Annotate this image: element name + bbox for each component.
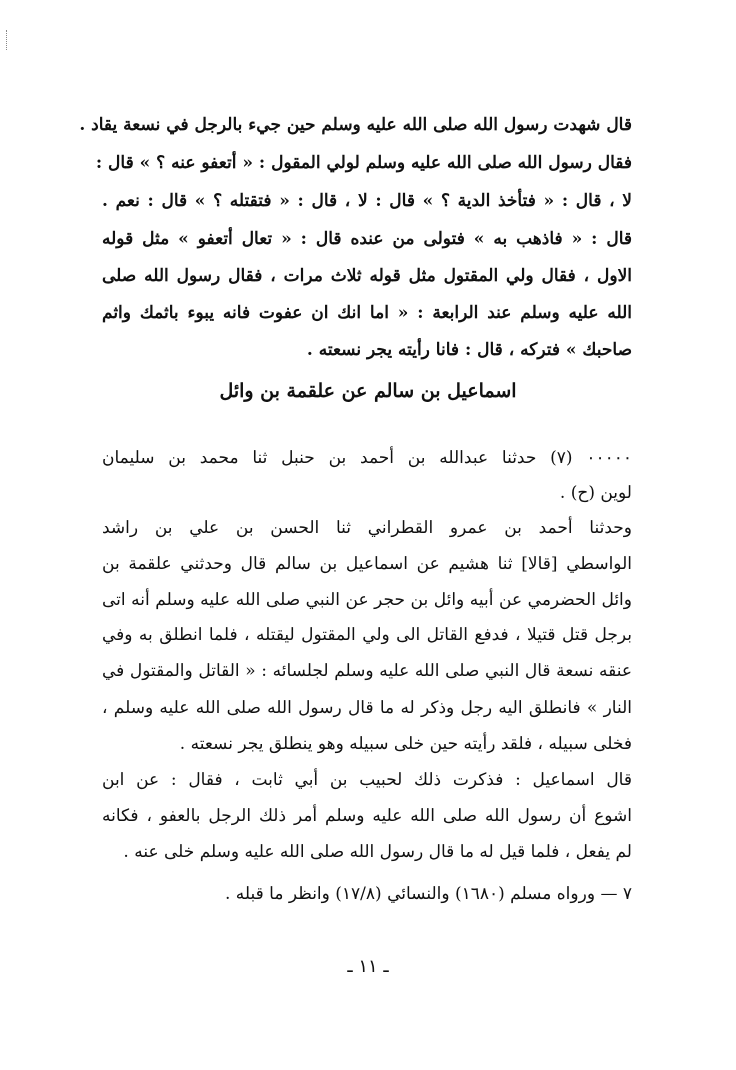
- text-line: اشوع أن رسول الله صلى الله عليه وسلم أمر ذلك الرجل بالعفو ، فكانه: [102, 806, 632, 826]
- text-line: ٠٠٠٠٠ (٧) حدثنا عبدالله بن أحمد بن حنبل ثنا محمد بن سليمان: [102, 448, 632, 468]
- page-number: ـ ١١ ـ: [347, 956, 389, 977]
- text-line: قال : « فاذهب به » فتولى من عنده قال : « تعال أتعفو » مثل قوله: [102, 229, 632, 249]
- text-line: النار » فانطلق اليه رجل وذكر له ما قال رسول الله صلى الله عليه وسلم ،: [102, 698, 633, 718]
- text-line: لا ، قال : « فتأخذ الدية ؟ » قال : لا ، قال : « فتقتله ؟ » قال : نعم .: [102, 191, 632, 211]
- text-line: لم يفعل ، فلما قيل له ما قال رسول الله صلى الله عليه وسلم خلى عنه .: [123, 842, 632, 862]
- text-line: قال اسماعيل : فذكرت ذلك لحبيب بن أبي ثابت ، فقال : عن ابن: [102, 770, 632, 790]
- margin-mark: [6, 30, 9, 50]
- text-line: قال شهدت رسول الله صلى الله عليه وسلم حين جيء بالرجل في نسعة يقاد .: [79, 115, 632, 135]
- text-line: الواسطي [قالا] ثنا هشيم عن اسماعيل بن سالم قال وحدثني علقمة بن: [102, 554, 632, 574]
- footnote: ٧ — ورواه مسلم (١٦٨٠) والنسائي (١٧/٨) وانظر ما قبله .: [224, 884, 632, 904]
- text-line: صاحبك » فتركه ، قال : فانا رأيته يجر نسعته .: [306, 340, 632, 360]
- section-heading: اسماعيل بن سالم عن علقمة بن وائل: [219, 380, 517, 402]
- text-line: وحدثنا أحمد بن عمرو القطراني ثنا الحسن بن علي بن راشد: [102, 518, 632, 538]
- text-line: فقال رسول الله صلى الله عليه وسلم لولي المقول : « أتعفو عنه ؟ » قال :: [95, 153, 632, 173]
- text-line: لوين (ح) .: [559, 483, 632, 503]
- text-line: وائل الحضرمي عن أبيه وائل بن حجر عن النبي صلى الله عليه وسلم أنه اتى: [102, 590, 632, 610]
- text-line: فخلى سبيله ، فلقد رأيته حين خلى سبيله وهو ينطلق يجر نسعته .: [179, 734, 632, 754]
- text-line: الاول ، فقال ولي المقتول مثل قوله ثلاث مرات ، فقال رسول الله صلى: [102, 266, 632, 286]
- text-line: الله عليه وسلم عند الرابعة : « اما انك ان عفوت فانه يبوء باثمك واثم: [102, 303, 632, 323]
- text-line: عنقه نسعة قال النبي صلى الله عليه وسلم لجلسائه : « القاتل والمقتول في: [102, 661, 632, 681]
- text-line: برجل قتل قتيلا ، فدفع القاتل الى ولي المقتول ليقتله ، فلما انطلق به وفي: [102, 625, 632, 645]
